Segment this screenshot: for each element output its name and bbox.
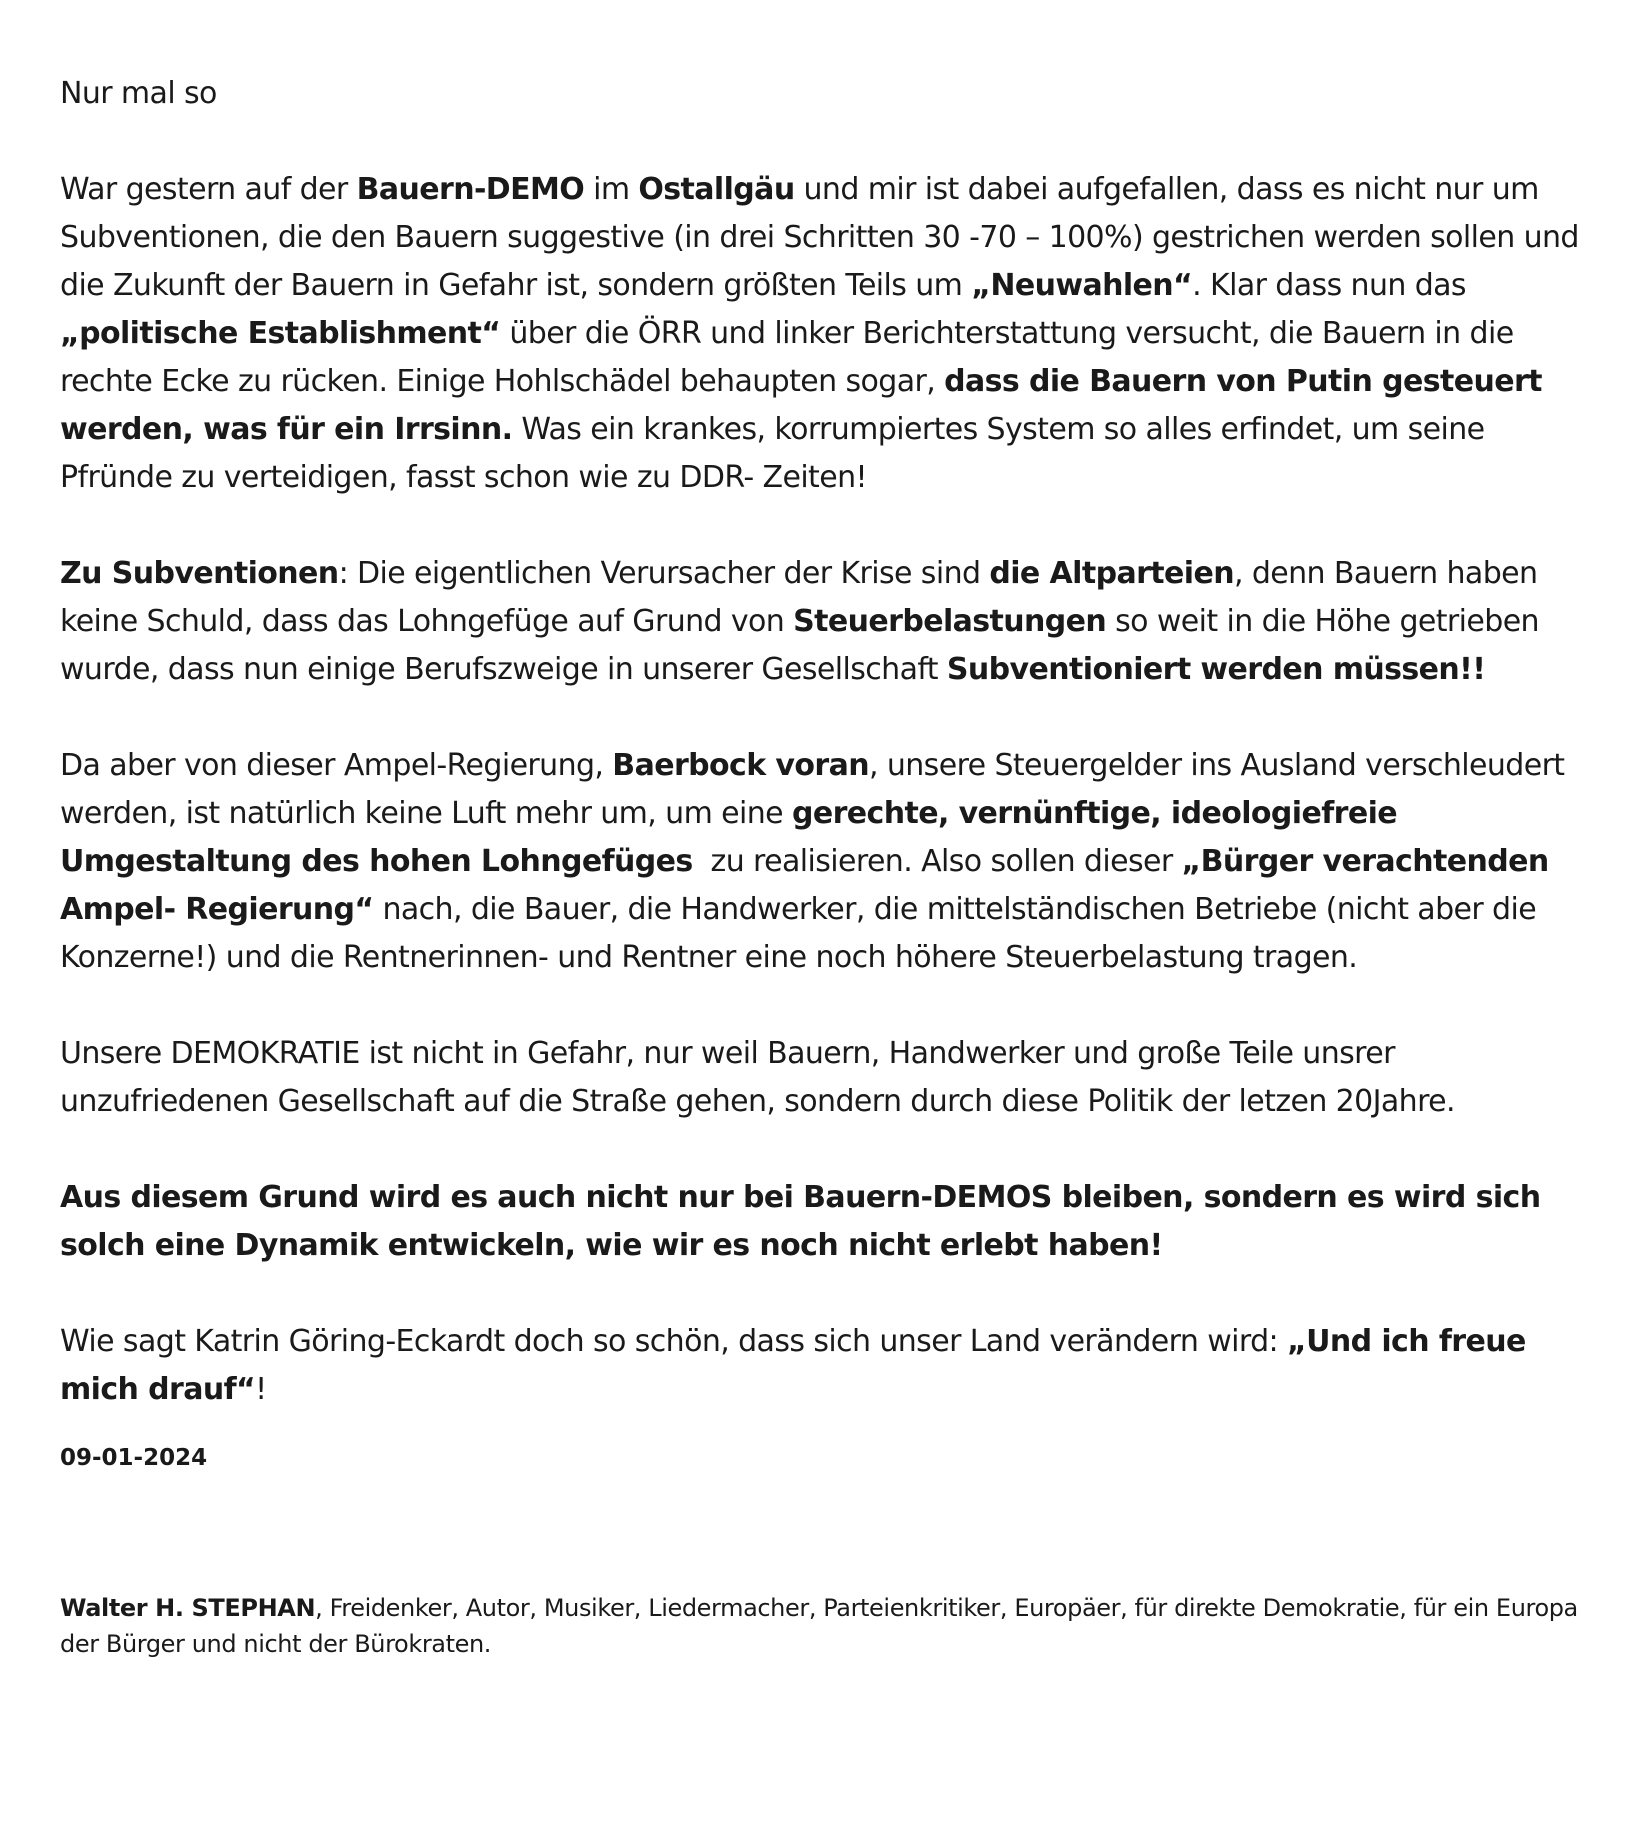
text-run: . Klar dass nun das	[1192, 268, 1466, 303]
text-run: über die ÖRR und linker Berichterstattung versucht, die Bauern in die rechte Ecke zu rücken. Einige Hohlschädel behaupten sogar,	[60, 316, 1514, 399]
bold-run: Steuerbelastungen	[793, 604, 1107, 639]
text-run: War gestern auf der	[60, 172, 357, 207]
text-run: Da aber von dieser Ampel-Regierung,	[60, 748, 613, 783]
text-run: Wie sagt Katrin Göring-Eckardt doch so schön, dass sich unser Land verändern wird:	[60, 1324, 1287, 1359]
bold-run: Bauern-DEMO	[356, 172, 585, 207]
text-run: nach, die Bauer, die Handwerker, die mittelständischen Betriebe (nicht aber die Konzerne!) und die Rentnerinnen- und Rentner eine noch höhere Steuerbelastung tragen.	[60, 892, 1537, 975]
text-run: im	[584, 172, 639, 207]
text-run: !	[255, 1372, 267, 1407]
text-run: so weit in die Höhe getrieben wurde, dass nun einige Berufszweige in unserer Gesellschaft	[60, 604, 1539, 687]
bold-run: die Altparteien	[989, 556, 1234, 591]
bold-run: „politische Establishment“	[60, 316, 501, 351]
author-name: Walter H. STEPHAN	[60, 1594, 316, 1622]
text-run: zu realisieren. Also sollen dieser	[692, 844, 1182, 879]
signature	[60, 1590, 1605, 1662]
text-run: , unsere Steuergelder ins Ausland verschleudert werden, ist natürlich keine Luft mehr um, um eine	[60, 748, 1565, 831]
bold-run: Ostallgäu	[638, 172, 795, 207]
document-page	[60, 70, 1605, 1662]
paragraph-demo	[60, 166, 1605, 502]
paragraph-ampel	[60, 742, 1605, 982]
bold-run: „Neuwahlen“	[971, 268, 1193, 303]
document-heading: Nur mal so	[60, 76, 217, 111]
bold-run: Aus diesem Grund wird es auch nicht nur bei Bauern-DEMOS bleiben, sondern es wird sich solch eine Dynamik entwickeln, wie wir es noch nicht erlebt haben!	[60, 1180, 1541, 1263]
paragraph-dynamik	[60, 1174, 1605, 1270]
bold-run: Subventioniert werden müssen!!	[946, 652, 1486, 687]
bold-run: „Und ich freue mich drauf“	[60, 1324, 1526, 1407]
bold-run: Zu Subventionen	[60, 556, 339, 591]
text-run: , denn Bauern haben keine Schuld, dass das Lohngefüge auf Grund von	[60, 556, 1538, 639]
text-run: : Die eigentlichen Verursacher der Krise sind	[338, 556, 990, 591]
document-date: 09-01-2024	[60, 1445, 208, 1471]
bold-run: Baerbock voran	[612, 748, 869, 783]
bold-run: gerechte, vernünftige, ideologiefreie Umgestaltung des hohen Lohngefüges	[60, 796, 1398, 879]
bold-run: „Bürger verachtenden Ampel- Regierung“	[60, 844, 1549, 927]
bold-run: dass die Bauern von Putin gesteuert werden, was für ein Irrsinn.	[60, 364, 1542, 447]
paragraph-zitat	[60, 1318, 1605, 1414]
text-run: und mir ist dabei aufgefallen, dass es nicht nur um Subventionen, die den Bauern suggestive (in drei Schritten 30 -70 – 100%) gestrichen werden sollen und die Zukunft der Bauern in Gefahr ist, sondern größten Teils um	[60, 172, 1579, 303]
paragraph-subventionen	[60, 550, 1605, 694]
author-description: , Freidenker, Autor, Musiker, Liedermacher, Parteienkritiker, Europäer, für direkte Demokratie, für ein Europa der Bürger und nicht der Bürokraten.	[60, 1594, 1578, 1658]
text-run: Was ein krankes, korrumpiertes System so alles erfindet, um seine Pfründe zu verteidigen, fasst schon wie zu DDR- Zeiten!	[60, 412, 1485, 495]
paragraph-demokratie: Unsere DEMOKRATIE ist nicht in Gefahr, nur weil Bauern, Handwerker und große Teile unsrer unzufriedenen Gesellschaft auf die Straße gehen, sondern durch diese Politik der letzen 20Jahre.	[60, 1036, 1455, 1119]
